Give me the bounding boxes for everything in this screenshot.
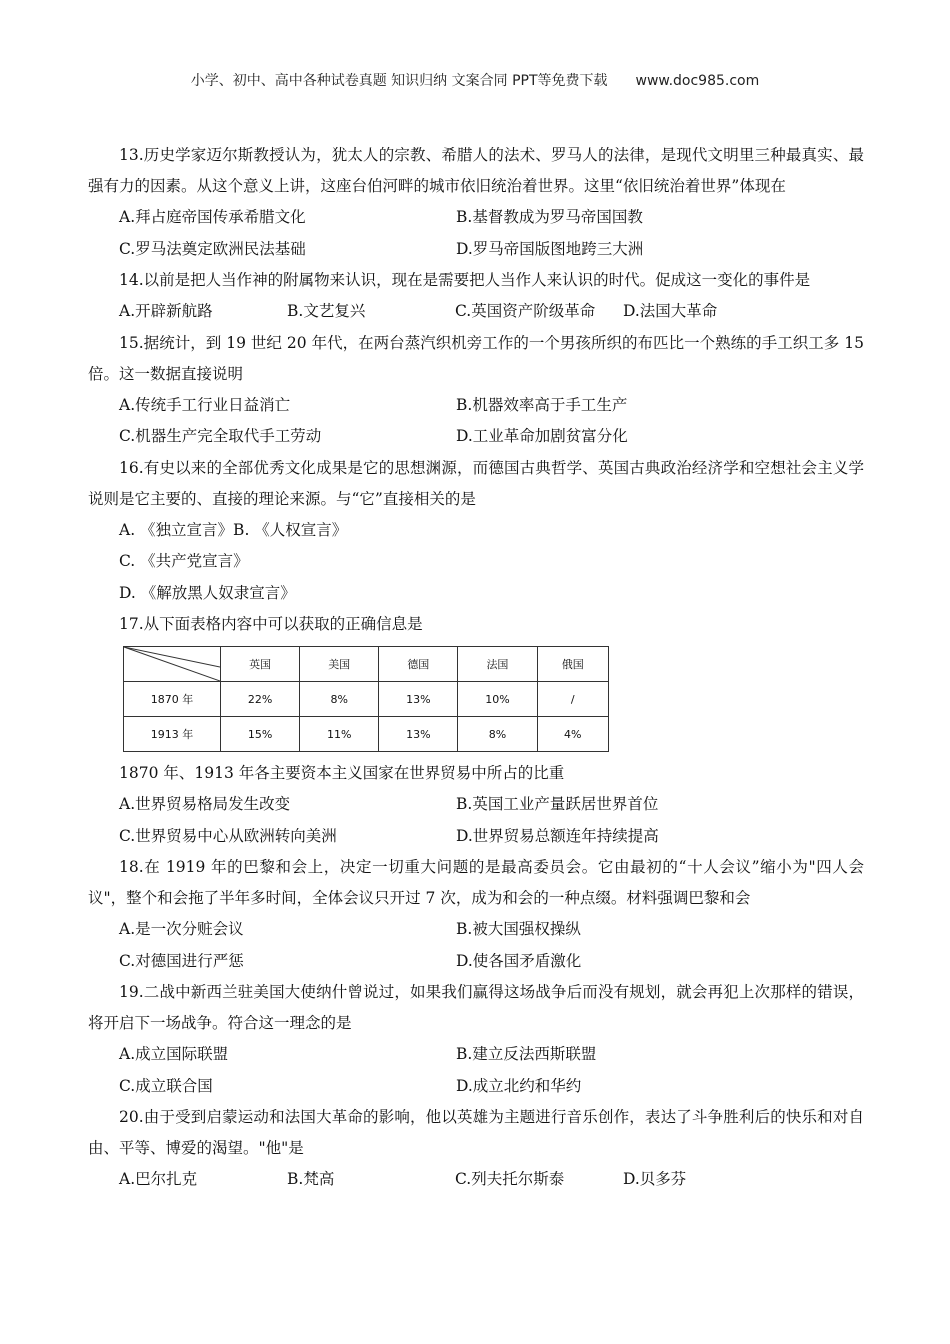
column-header-germany: 德国 [379, 647, 458, 682]
question-19-stem: 19.二战中新西兰驻美国大使纳什曾说过，如果我们赢得这场战争后而没有规划，就会再犯上次那样的错误，将开启下一场战争。符合这一理念的是 [88, 983, 864, 1032]
option-b: B.英国工业产量跃居世界首位 [456, 795, 659, 813]
option-d: D. 《解放黑人奴隶宣言》 [119, 583, 296, 602]
option-ab: A. 《独立宣言》B. 《人权宣言》 [119, 520, 348, 539]
option-d: D.成立北约和华约 [456, 1076, 582, 1095]
option-b: B.被大国强权操纵 [456, 920, 581, 938]
table-cell: 11% [300, 717, 379, 752]
table-row [124, 717, 609, 752]
table-cell: / [537, 682, 609, 717]
option-a: A.开辟新航路 [119, 302, 213, 320]
option-d: D.世界贸易总额连年持续提高 [456, 826, 659, 845]
trade-table-wrapper [88, 646, 864, 752]
column-header-uk: 英国 [221, 647, 300, 682]
question-13-options [88, 202, 864, 265]
row-year: 1870 年 [124, 682, 221, 717]
exam-content [88, 140, 864, 1196]
trade-share-table [123, 646, 609, 752]
column-header-russia: 俄国 [537, 647, 609, 682]
diagonal-lines-icon [124, 647, 220, 681]
option-c: C.世界贸易中心从欧洲转向美洲 [119, 826, 337, 845]
table-cell: 13% [379, 682, 458, 717]
option-a: A.世界贸易格局发生改变 [119, 795, 291, 813]
question-20-stem: 20.由于受到启蒙运动和法国大革命的影响，他以英雄为主题进行音乐创作，表达了斗争胜利后的快乐和对自由、平等、博爱的渴望。"他"是 [88, 1108, 864, 1157]
option-b: B.梵高 [287, 1170, 335, 1188]
question-19-options [88, 1039, 864, 1102]
option-b: B.机器效率高于手工生产 [456, 395, 628, 414]
option-d: D.罗马帝国版图地跨三大洲 [456, 239, 644, 258]
question-15-options [88, 390, 864, 453]
option-a: A.成立国际联盟 [119, 1045, 229, 1063]
table-cell: 10% [458, 682, 537, 717]
option-c: C. 《共产党宣言》 [119, 552, 249, 570]
question-17-stem: 17.从下面表格内容中可以获取的正确信息是 [119, 615, 423, 633]
table-cell: 8% [300, 682, 379, 717]
question-16-stem: 16.有史以来的全部优秀文化成果是它的思想渊源，而德国古典哲学、英国古典政治经济学和空想社会主义学说则是它主要的、直接的理论来源。与“它”直接相关的是 [88, 458, 864, 508]
page-header [0, 70, 950, 90]
option-c: C.对德国进行严惩 [119, 951, 244, 970]
header-text: 小学、初中、高中各种试卷真题 知识归纳 文案合同 PPT等免费下载 [190, 73, 608, 89]
option-b: B.文艺复兴 [287, 302, 366, 320]
table-cell: 4% [537, 717, 609, 752]
option-d: D.使各国矛盾激化 [456, 951, 582, 970]
option-d: D.工业革命加剧贫富分化 [456, 427, 628, 445]
table-header-row [124, 647, 609, 682]
table-cell: 13% [379, 717, 458, 752]
option-c: C.列夫托尔斯泰 [455, 1170, 565, 1188]
table-cell: 22% [221, 682, 300, 717]
option-b: B.建立反法西斯联盟 [456, 1045, 597, 1063]
option-a: A.巴尔扎克 [119, 1170, 198, 1188]
option-c: C.罗马法奠定欧洲民法基础 [119, 239, 306, 258]
option-a: A.传统手工行业日益消亡 [119, 395, 291, 414]
question-18-stem: 18.在 1919 年的巴黎和会上，决定一切重大问题的是最高委员会。它由最初的“十人会议”缩小为"四人会议"，整个和会拖了半年多时间，全体会议只开过 7 次，成为和会的一种点缀。材料强调巴黎和会 [88, 858, 864, 907]
question-18-options [88, 914, 864, 977]
table-cell: 15% [221, 717, 300, 752]
table-row [124, 682, 609, 717]
question-15-stem: 15.据统计，到 19 世纪 20 年代，在两台蒸汽织机旁工作的一个男孩所织的布匹比一个熟练的手工织工多 15 倍。这一数据直接说明 [88, 333, 864, 383]
option-b: B.基督教成为罗马帝国国教 [456, 208, 643, 226]
column-header-france: 法国 [458, 647, 537, 682]
option-c: C.机器生产完全取代手工劳动 [119, 427, 322, 445]
column-header-us: 美国 [300, 647, 379, 682]
question-13-stem: 13.历史学家迈尔斯教授认为，犹太人的宗教、希腊人的法术、罗马人的法律，是现代文明里三种最真实、最强有力的因素。从这个意义上讲，这座台伯河畔的城市依旧统治着世界。这里“依旧统治着世界”体现在 [88, 146, 864, 195]
option-c: C.成立联合国 [119, 1076, 213, 1095]
question-20-options [88, 1164, 864, 1196]
option-c: C.英国资产阶级革命 [455, 302, 596, 320]
question-17-options [88, 789, 864, 852]
option-d: D.法国大革命 [623, 302, 718, 320]
header-site-link[interactable]: www.doc985.com [635, 73, 760, 89]
table-cell: 8% [458, 717, 537, 752]
table-caption: 1870 年、1913 年各主要资本主义国家在世界贸易中所占的比重 [119, 764, 565, 782]
diagonal-corner-cell [124, 647, 221, 682]
question-14-stem: 14.以前是把人当作神的附属物来认识，现在是需要把人当作人来认识的时代。促成这一变化的事件是 [119, 271, 811, 289]
option-a: A.拜占庭帝国传承希腊文化 [119, 208, 306, 226]
question-14-options [88, 296, 864, 328]
option-d: D.贝多芬 [623, 1170, 687, 1188]
option-a: A.是一次分赃会议 [119, 920, 244, 938]
row-year: 1913 年 [124, 717, 221, 752]
